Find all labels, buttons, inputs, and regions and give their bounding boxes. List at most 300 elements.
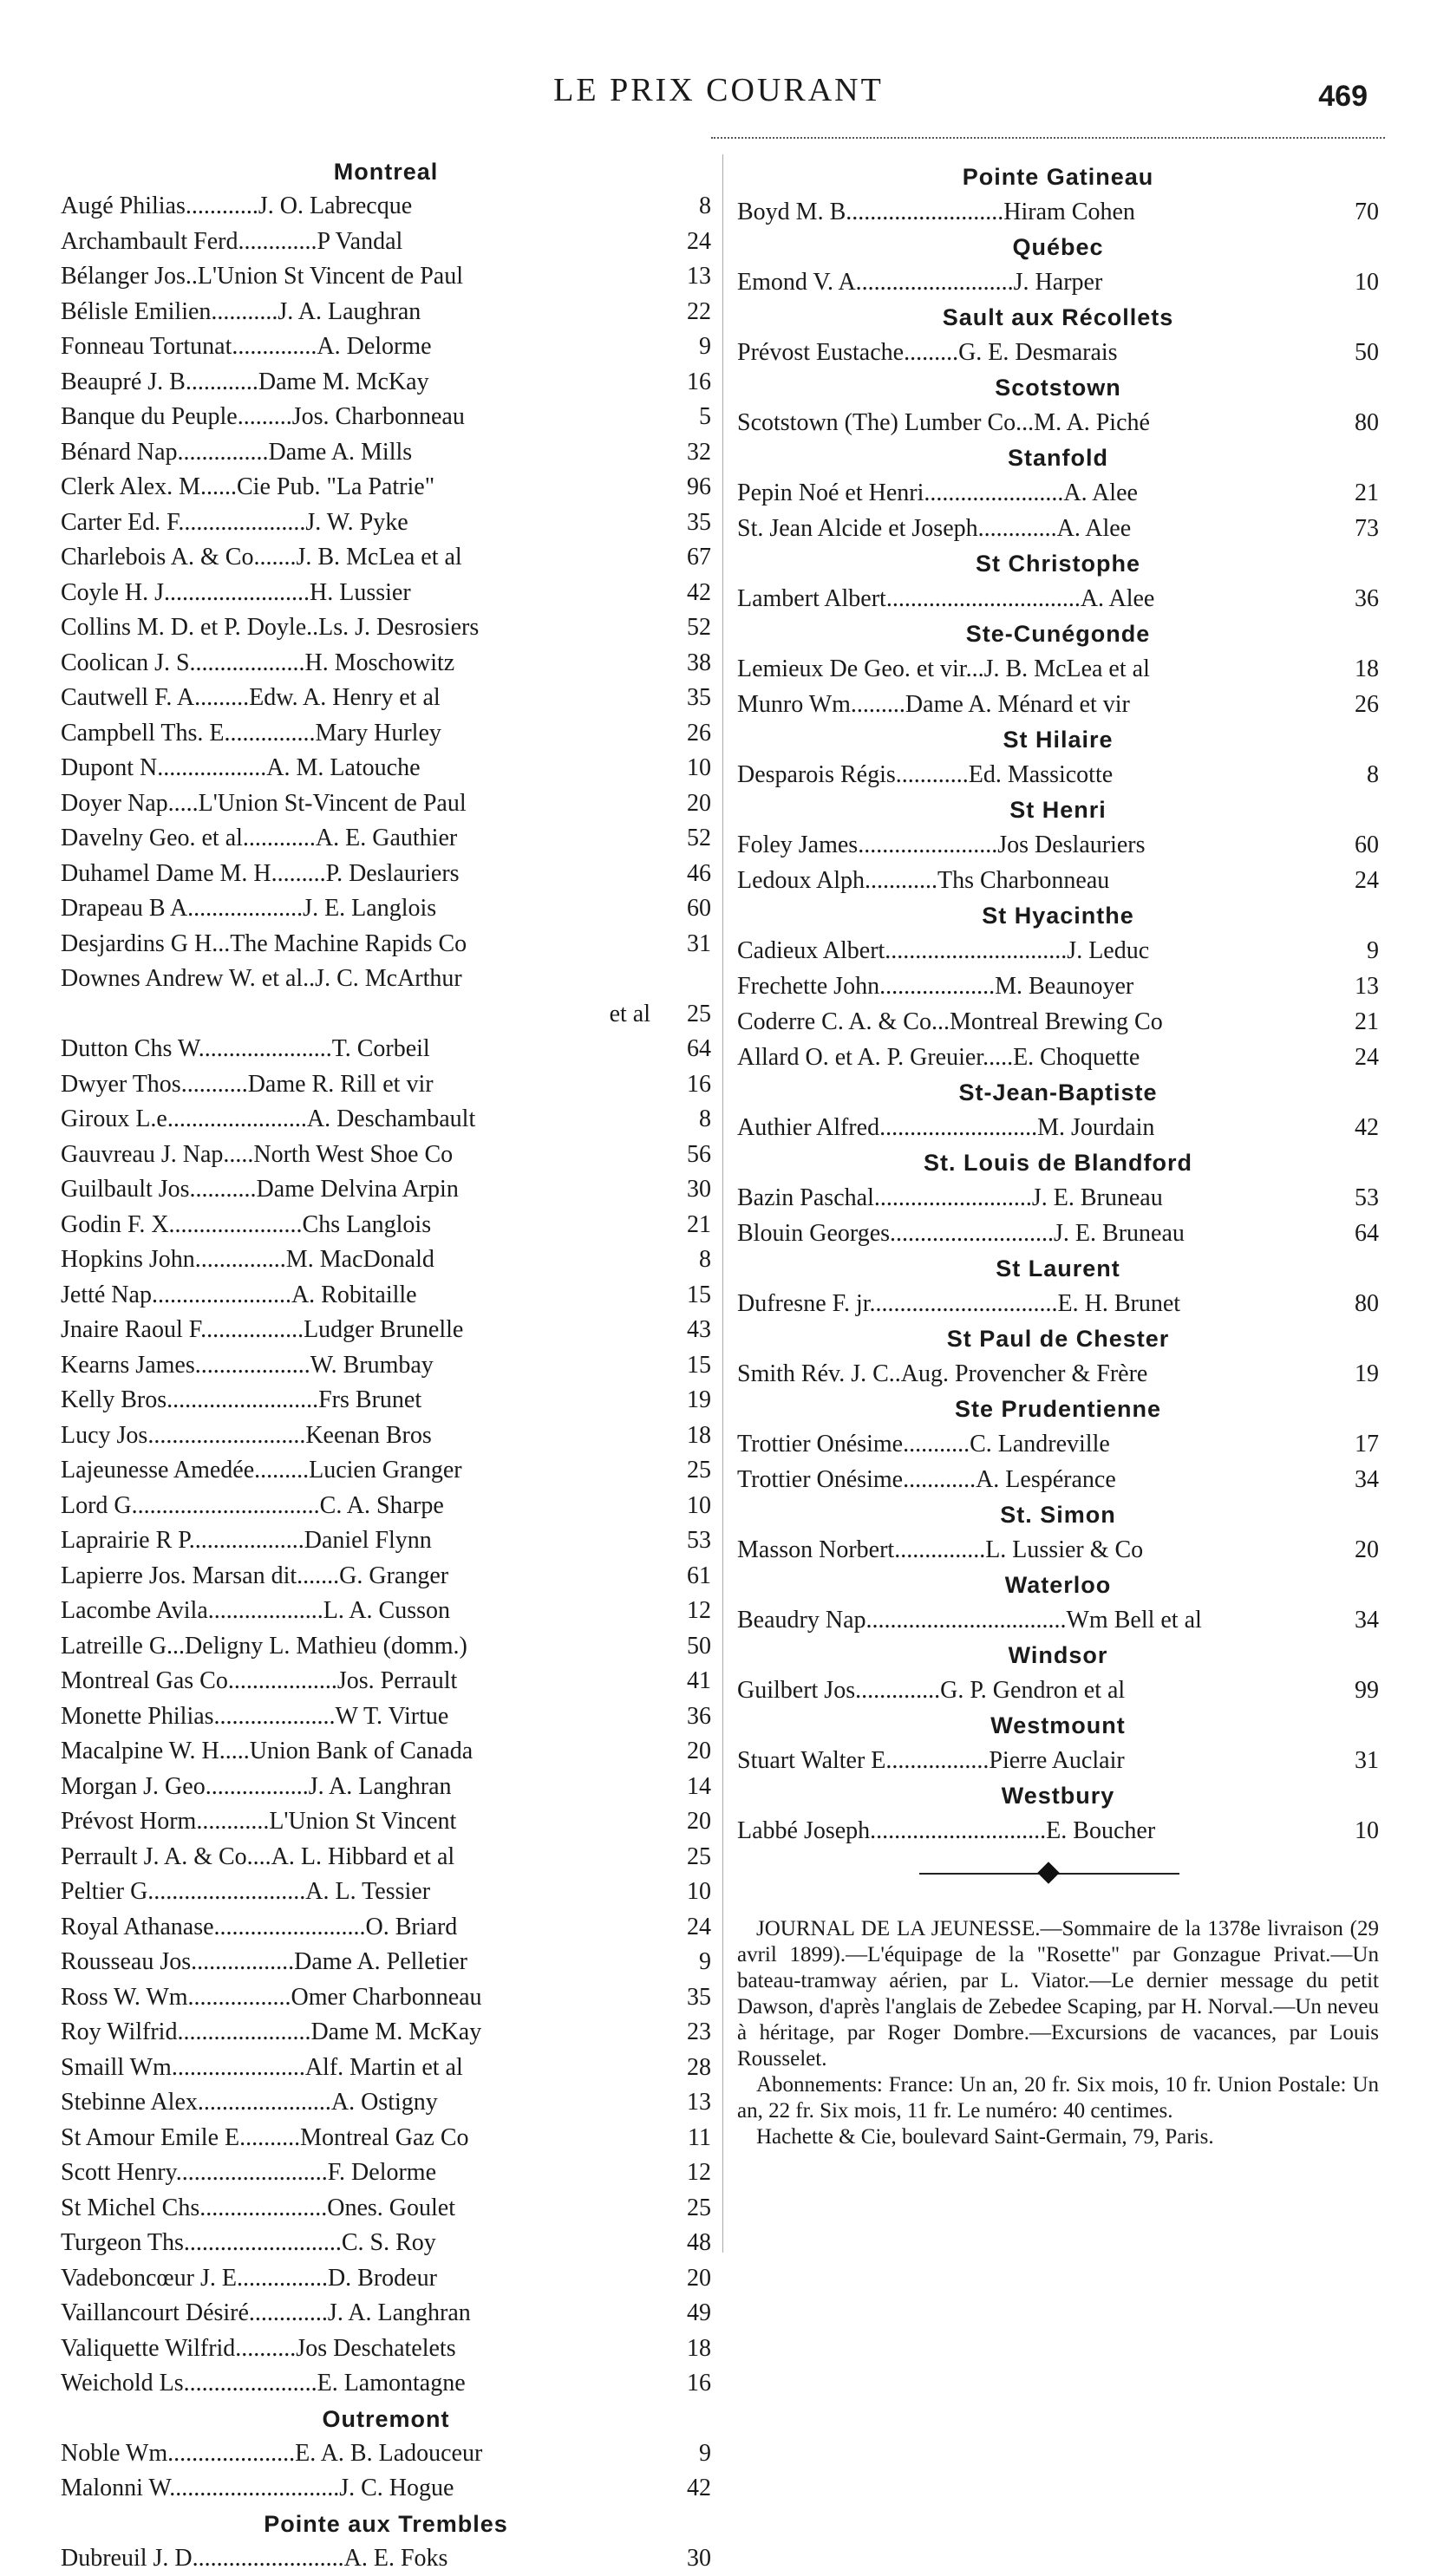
listing-number: 16 [650,365,711,401]
section-heading: Ste-Cunégonde [737,616,1379,651]
listing-row [737,581,1379,616]
listing-row [61,435,711,471]
listing-entry: Masson Norbert...............L. Lussier & Co [737,1532,1318,1568]
listing-row [61,2296,711,2331]
listing-row [61,1242,711,1278]
listing-number: 41 [650,1664,711,1699]
listing-row [61,962,711,997]
section-heading: Pointe aux Trembles [61,2507,711,2541]
listing-number: 96 [650,470,711,505]
section-heading: St Christophe [737,546,1379,581]
listing-entry: Macalpine W. H.....Union Bank of Canada [61,1734,650,1770]
section-heading: Waterloo [737,1568,1379,1602]
listing-entry: Beaupré J. B............Dame M. McKay [61,365,650,401]
listing-entry: Montreal Gas Co..................Jos. Perrault [61,1664,650,1699]
listing-row [61,1523,711,1559]
listing-row [61,646,711,681]
listing-entry: Dwyer Thos...........Dame R. Rill et vir [61,1067,650,1103]
listing-number: 42 [650,576,711,611]
ornament-diamond [1037,1862,1059,1883]
listing-row [61,295,711,330]
listing-row [737,1004,1379,1040]
listing-entry: Lapierre Jos. Marsan dit.......G. Granger [61,1559,650,1595]
listing-number: 12 [650,1594,711,1629]
listing-number: 13 [650,2085,711,2121]
listing-entry: Vadeboncœur J. E...............D. Brodeur [61,2261,650,2297]
listing-number: 11 [650,2121,711,2156]
listing-entry: Dupont N..................A. M. Latouche [61,751,650,786]
listing-row [61,821,711,857]
listing-number: 22 [650,295,711,330]
listing-entry: Gauvreau J. Nap.....North West Shoe Co [61,1138,650,1173]
listing-row [61,1348,711,1384]
listing-number: 67 [650,540,711,576]
listing-row [61,400,711,435]
listing-entry: Vaillancourt Désiré.............J. A. Langhran [61,2296,650,2331]
section-heading: St Laurent [737,1251,1379,1286]
listing-number: 35 [650,1980,711,2016]
listing-entry: Trottier Onésime...........C. Landreville [737,1426,1318,1462]
listing-entry: Roy Wilfrid......................Dame M. McKay [61,2015,650,2051]
listing-number: 18 [650,1418,711,1454]
listing-row [61,2366,711,2402]
listing-entry: Smith Rév. J. C..Aug. Provencher & Frère [737,1356,1318,1392]
listing-number: 34 [1318,1462,1379,1497]
listing-row [61,891,711,927]
listing-entry: Davelny Geo. et al............A. E. Gauthier [61,821,650,857]
listing-row [737,1040,1379,1075]
section-heading: Sault aux Récollets [737,300,1379,335]
listing-row [61,1875,711,1910]
listing-number: 13 [1318,968,1379,1004]
listing-number: 46 [650,857,711,892]
listing-entry: Desparois Régis............Ed. Massicotte [737,757,1318,792]
listing-row [737,1216,1379,1251]
listing-entry: Laprairie R P...................Daniel Flynn [61,1523,650,1559]
listing-entry: Stuart Walter E.................Pierre Auclair [737,1743,1318,1778]
listing-row [61,329,711,365]
listing-row [61,1208,711,1243]
listing-row [61,2471,711,2507]
listing-number: 18 [1318,651,1379,687]
listing-row [61,1418,711,1454]
listing-number: 28 [650,2051,711,2086]
listing-entry: Coolican J. S...................H. Moschowitz [61,646,650,681]
listing-number: 9 [650,2436,711,2472]
listing-entry: Augé Philias............J. O. Labrecque [61,189,650,225]
listing-number: 19 [1318,1356,1379,1392]
listing-entry: Coyle H. J........................H. Lussier [61,576,650,611]
listing-entry: St Amour Emile E..........Montreal Gaz Co [61,2121,650,2156]
column-divider [722,154,723,2253]
section-heading: Outremont [61,2402,711,2436]
listing-entry: Bénard Nap...............Dame A. Mills [61,435,650,471]
page-header [0,71,1437,123]
listing-number: 24 [1318,863,1379,898]
listing-entry: Trottier Onésime............A. Lespérance [737,1462,1318,1497]
listing-entry: Lajeunesse Amedée.........Lucien Granger [61,1453,650,1489]
listing-entry: Turgeon Ths..........................C. S. Roy [61,2226,650,2261]
listing-number: 36 [1318,581,1379,616]
listing-row [61,1102,711,1138]
section-heading: Westbury [737,1778,1379,1813]
listing-row [61,2085,711,2121]
listing-row [737,1602,1379,1638]
listing-row [737,1180,1379,1216]
listing-entry: Ross W. Wm.................Omer Charbonneau [61,1980,650,2016]
listing-row [61,857,711,892]
listing-row [61,2436,711,2472]
listing-entry: Fonneau Tortunat..............A. Delorme [61,329,650,365]
listing-row [61,1804,711,1840]
listing-row [61,189,711,225]
listing-row [61,1172,711,1208]
listing-row [61,1278,711,1314]
listing-entry: Campbell Ths. E...............Mary Hurley [61,716,650,752]
listing-row [737,335,1379,370]
listing-number: 30 [650,1172,711,1208]
listing-entry: Kearns James...................W. Brumbay [61,1348,650,1384]
listing-entry: Boyd M. B..........................Hiram Cohen [737,194,1318,230]
listing-entry: Allard O. et A. P. Greuier.....E. Choquette [737,1040,1318,1075]
listing-row [61,1699,711,1735]
listing-entry: Royal Athanase.........................O. Briard [61,1910,650,1946]
listing-entry: Lacombe Avila...................L. A. Cusson [61,1594,650,1629]
listing-entry: Drapeau B A...................J. E. Langlois [61,891,650,927]
listing-row [737,475,1379,511]
listing-row [61,2051,711,2086]
listing-entry: Cautwell F. A.........Edw. A. Henry et al [61,681,650,716]
listing-entry: Bélisle Emilien...........J. A. Laughran [61,295,650,330]
listing-row [737,968,1379,1004]
listing-entry: Bélanger Jos..L'Union St Vincent de Paul [61,259,650,295]
listing-row [737,1462,1379,1497]
listing-number: 61 [650,1559,711,1595]
listing-entry: Collins M. D. et P. Doyle..Ls. J. Desrosiers [61,610,650,646]
listing-row [61,2261,711,2297]
listing-number: 50 [650,1629,711,1665]
listing-number: 9 [650,329,711,365]
listing-number: 14 [650,1770,711,1805]
listing-number: 15 [650,1278,711,1314]
listing-number: 31 [650,927,711,962]
listing-row [737,194,1379,230]
listing-row [61,2191,711,2227]
listing-row [61,576,711,611]
listing-number: 20 [650,1734,711,1770]
listing-row [737,264,1379,300]
listing-row [61,927,711,962]
section-heading: St Paul de Chester [737,1321,1379,1356]
listing-number: 16 [650,1067,711,1103]
listing-row [61,1664,711,1699]
listing-row [61,1032,711,1067]
listing-row [61,1313,711,1348]
listing-entry: Godin F. X......................Chs Langlois [61,1208,650,1243]
listing-row [61,2541,711,2576]
listing-row [61,2226,711,2261]
listing-number: 31 [1318,1743,1379,1778]
listing-number: 21 [1318,1004,1379,1040]
listing-number: 20 [650,786,711,822]
listing-row [61,1840,711,1875]
listing-entry: Carter Ed. F.....................J. W. Pyke [61,505,650,541]
listing-entry: Foley James.......................Jos Deslauriers [737,827,1318,863]
listing-row [61,2155,711,2191]
listing-entry: Prévost Horm............L'Union St Vincent [61,1804,650,1840]
listing-entry: Prévost Eustache.........G. E. Desmarais [737,335,1318,370]
listing-entry: Dufresne F. jr...............................E. H. Brunet [737,1286,1318,1321]
left-column [61,154,711,2576]
section-heading: St Hyacinthe [737,898,1379,933]
listing-row [61,997,711,1033]
listing-entry: Munro Wm.........Dame A. Ménard et vir [737,687,1318,722]
listing-entry: Monette Philias....................W T. Virtue [61,1699,650,1735]
listing-entry: Emond V. A..........................J. Harper [737,264,1318,300]
listing-entry: Archambault Ferd.............P Vandal [61,225,650,260]
listing-entry: Dutton Chs W......................T. Corbeil [61,1032,650,1067]
journal-notice [737,1916,1379,2150]
listing-number: 49 [650,2296,711,2331]
section-heading: St-Jean-Baptiste [737,1075,1379,1110]
listing-entry: Perrault J. A. & Co....A. L. Hibbard et al [61,1840,650,1875]
listing-row [737,651,1379,687]
listing-row [737,687,1379,722]
right-column [737,160,1379,2150]
listing-entry: et al [61,997,650,1033]
listing-number: 19 [650,1383,711,1418]
listing-number: 25 [650,2191,711,2227]
listing-row [737,1673,1379,1708]
listing-entry: Authier Alfred..........................M. Jourdain [737,1110,1318,1145]
listing-entry: St Michel Chs.....................Ones. Goulet [61,2191,650,2227]
listing-number: 18 [650,2331,711,2367]
listing-number: 24 [1318,1040,1379,1075]
listing-number: 8 [1318,757,1379,792]
section-heading: St Hilaire [737,722,1379,757]
notice-paragraph: Hachette & Cie, boulevard Saint-Germain, 79, Paris. [737,2124,1379,2150]
notice-paragraph: JOURNAL DE LA JEUNESSE.—Sommaire de la 1378e livraison (29 avril 1899).—L'équipage de la "Rosette" par Gonzague Privat.—Un bateau-tramway aérien, par L. Viator.—Le dernier message du petit Dawson, d'après l'anglais de Zebedee Scaping, par H. Norval.—Un neveu à héritage, par Roger Dombre.—Excursions de vacances, par Louis Rousselet. [737,1916,1379,2072]
listing-entry: Ledoux Alph............Ths Charbonneau [737,863,1318,898]
listing-number: 21 [1318,475,1379,511]
listing-row [61,1383,711,1418]
listing-number: 38 [650,646,711,681]
listing-row [61,786,711,822]
listing-entry: Pepin Noé et Henri.......................A. Alee [737,475,1318,511]
listing-entry: Clerk Alex. M......Cie Pub. "La Patrie" [61,470,650,505]
section-heading: St Henri [737,792,1379,827]
listing-entry: Peltier G..........................A. L. Tessier [61,1875,650,1910]
listing-number: 48 [650,2226,711,2261]
section-heading: Pointe Gatineau [737,160,1379,194]
listing-row [61,610,711,646]
listing-entry: Lemieux De Geo. et vir...J. B. McLea et al [737,651,1318,687]
listing-row [61,2331,711,2367]
listing-row [61,470,711,505]
listing-row [737,757,1379,792]
notice-paragraph: Abonnements: France: Un an, 20 fr. Six mois, 10 fr. Union Postale: Un an, 22 fr. Six mois, 11 fr. Le numéro: 40 centimes. [737,2072,1379,2124]
listing-row [61,1770,711,1805]
listing-number: 10 [1318,1813,1379,1849]
listing-number: 80 [1318,1286,1379,1321]
listing-number: 25 [650,997,711,1033]
section-heading: St. Simon [737,1497,1379,1532]
listing-row [61,540,711,576]
listing-row [61,1559,711,1595]
listing-number: 20 [1318,1532,1379,1568]
listing-entry: Frechette John...................M. Beaunoyer [737,968,1318,1004]
listing-number: 10 [650,751,711,786]
listing-entry: St. Jean Alcide et Joseph.............A. Alee [737,511,1318,546]
listing-number: 25 [650,1453,711,1489]
section-heading: Stanfold [737,440,1379,475]
listing-number: 15 [650,1348,711,1384]
listing-number: 25 [650,1840,711,1875]
listing-entry: Stebinne Alex......................A. Ostigny [61,2085,650,2121]
listing-entry: Banque du Peuple.........Jos. Charbonneau [61,400,650,435]
section-heading: Québec [737,230,1379,264]
listing-entry: Charlebois A. & Co.......J. B. McLea et al [61,540,650,576]
listing-row [61,259,711,295]
listing-number: 10 [650,1489,711,1524]
section-heading: Montreal [61,154,711,189]
listing-entry: Malonni W............................J. C. Hogue [61,2471,650,2507]
listing-number: 73 [1318,511,1379,546]
listing-number: 53 [650,1523,711,1559]
listing-number: 20 [650,1804,711,1840]
section-heading: Scotstown [737,370,1379,405]
listing-row [61,1629,711,1665]
listing-entry: Beaudry Nap.................................Wm Bell et al [737,1602,1318,1638]
section-heading: Ste Prudentienne [737,1392,1379,1426]
section-heading: Westmount [737,1708,1379,1743]
listing-row [737,1356,1379,1392]
listing-row [61,1594,711,1629]
listing-row [737,1743,1379,1778]
listing-entry: Lucy Jos..........................Keenan Bros [61,1418,650,1454]
listing-entry: Guilbault Jos...........Dame Delvina Arpin [61,1172,650,1208]
listing-number: 10 [650,1875,711,1910]
listing-row [61,1910,711,1946]
listing-number: 60 [650,891,711,927]
listing-number: 10 [1318,264,1379,300]
listing-number: 26 [1318,687,1379,722]
listing-number: 64 [1318,1216,1379,1251]
listing-row [737,1426,1379,1462]
listing-number: 8 [650,189,711,225]
listing-number: 24 [650,1910,711,1946]
listing-number: 24 [650,225,711,260]
listing-row [61,1734,711,1770]
listing-number: 26 [650,716,711,752]
listing-row [61,1138,711,1173]
listing-entry: Downes Andrew W. et al..J. C. McArthur [61,962,650,997]
listing-entry: Latreille G...Deligny L. Mathieu (domm.) [61,1629,650,1665]
listing-row [737,1110,1379,1145]
section-heading: St. Louis de Blandford [737,1145,1379,1180]
listing-entry: Cadieux Albert..............................J. Leduc [737,933,1318,968]
listing-number: 17 [1318,1426,1379,1462]
header-dotted-rule [711,137,1385,139]
listing-entry: Kelly Bros.........................Frs Brunet [61,1383,650,1418]
listing-number: 80 [1318,405,1379,440]
listing-number: 13 [650,259,711,295]
listing-number: 60 [1318,827,1379,863]
listing-entry: Rousseau Jos.................Dame A. Pelletier [61,1945,650,1980]
listing-number: 12 [650,2155,711,2191]
listing-number: 20 [650,2261,711,2297]
listing-entry: Labbé Joseph.............................E. Boucher [737,1813,1318,1849]
listing-row [737,933,1379,968]
listing-number: 70 [1318,194,1379,230]
page-number: 469 [1318,80,1368,114]
listing-number: 50 [1318,335,1379,370]
listing-number: 9 [650,1945,711,1980]
listing-row [737,1813,1379,1849]
listing-number: 9 [1318,933,1379,968]
listing-row [737,827,1379,863]
listing-entry: Jnaire Raoul F.................Ludger Brunelle [61,1313,650,1348]
listing-number: 5 [650,400,711,435]
listing-entry: Dubreuil J. D.........................A. E. Foks [61,2541,650,2576]
listing-row [61,1489,711,1524]
listing-number: 35 [650,681,711,716]
listing-row [737,405,1379,440]
listing-number: 52 [650,610,711,646]
listing-number: 42 [1318,1110,1379,1145]
running-title: LE PRIX COURANT [0,71,1437,109]
listing-entry: Lord G...............................C. A. Sharpe [61,1489,650,1524]
listing-row [61,1945,711,1980]
listing-number: 99 [1318,1673,1379,1708]
listing-row [61,2121,711,2156]
listing-number: 16 [650,2366,711,2402]
listing-row [61,365,711,401]
listing-entry: Giroux L.e.......................A. Deschambault [61,1102,650,1138]
listing-row [737,1286,1379,1321]
listing-row [61,716,711,752]
listing-number: 30 [650,2541,711,2576]
listing-row [737,1532,1379,1568]
listing-entry: Coderre C. A. & Co...Montreal Brewing Co [737,1004,1318,1040]
listing-number: 23 [650,2015,711,2051]
listing-entry: Bazin Paschal..........................J. E. Bruneau [737,1180,1318,1216]
listing-number: 34 [1318,1602,1379,1638]
listing-row [61,681,711,716]
listing-row [61,225,711,260]
listing-row [737,511,1379,546]
listing-entry: Weichold Ls......................E. Lamontagne [61,2366,650,2402]
listing-row [61,751,711,786]
listing-entry: Blouin Georges...........................J. E. Bruneau [737,1216,1318,1251]
listing-entry: Guilbert Jos..............G. P. Gendron et al [737,1673,1318,1708]
listing-row [61,2015,711,2051]
listing-entry: Scotstown (The) Lumber Co...M. A. Piché [737,405,1318,440]
listing-row [61,1980,711,2016]
listing-number: 21 [650,1208,711,1243]
listing-entry: Scott Henry.........................F. Delorme [61,2155,650,2191]
listing-number: 56 [650,1138,711,1173]
listing-row [61,1067,711,1103]
listing-entry: Doyer Nap.....L'Union St-Vincent de Paul [61,786,650,822]
listing-number: 42 [650,2471,711,2507]
listing-number: 53 [1318,1180,1379,1216]
listing-entry: Morgan J. Geo.................J. A. Langhran [61,1770,650,1805]
listing-entry: Jetté Nap.......................A. Robitaille [61,1278,650,1314]
listing-entry: Hopkins John...............M. MacDonald [61,1242,650,1278]
listing-entry: Duhamel Dame M. H.........P. Deslauriers [61,857,650,892]
listing-number: 8 [650,1242,711,1278]
